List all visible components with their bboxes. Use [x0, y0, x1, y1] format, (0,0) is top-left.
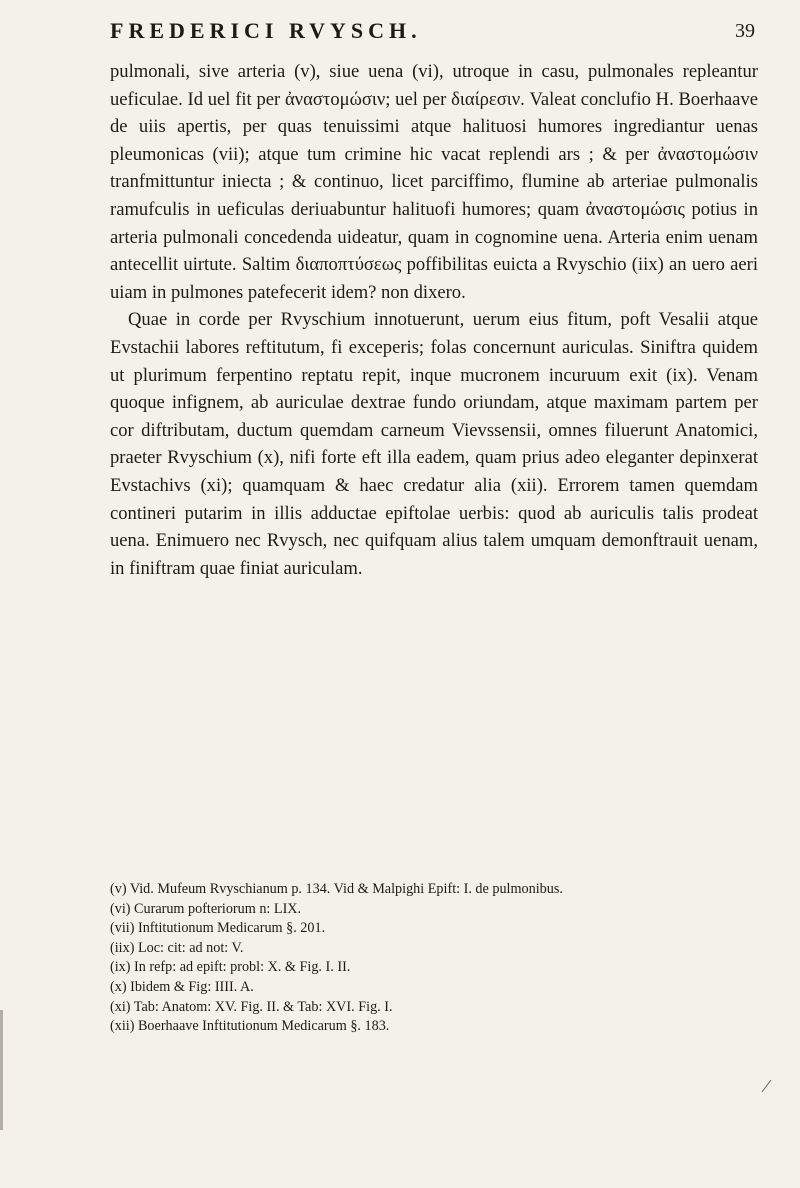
- footnote: (xii) Boerhaave Inftitutionum Medicarum §. 183.: [110, 1018, 390, 1035]
- footnote: (x) Ibidem & Fig: IIII. A.: [110, 978, 254, 995]
- footnote: (v) Vid. Mufeum Rvyschianum p. 134. Vid & Malpighi Epift: I. de pulmonibus.: [110, 881, 563, 897]
- footnote: (vii) Inftitutionum Medicarum §. 201.: [110, 920, 326, 937]
- page-number: 39: [735, 20, 755, 42]
- main-text: [110, 58, 758, 582]
- footnotes: [110, 880, 750, 1037]
- paragraph: Quae in corde per Rvyschium innotuerunt, uerum eius fitum, poft Vesalii atque Evstachii labores reftitutum, fi exceperis; folas concernunt auriculas. Siniftra quidem ut plurimum ferpentino reptatu repit, inque mucronem incuruum exit (ix). Venam quoque infignem, ab auriculae dextrae fundo oriundam, atque maximam partem per cor diftributam, ductum quemdam carneum Vievssensii, omnes filuerunt Anatomici, praeter Rvyschium (x), nifi forte eft illa eadem, quam prius adeo eleganter depinxerat Evstachivs (xi); quamquam & haec credatur alia (xii). Errorem tamen quemdam contineri putarim in illis adductae epiftolae uerbis: quod ab auriculis talis prodeat uena. Enimuero nec Rvysch, nec quifquam alius talem umquam demonftrauit uenam, in finiftram quae finiat auriculam.: [110, 309, 758, 579]
- footnote: (vi) Curarum pofteriorum n: LIX.: [110, 900, 302, 917]
- paragraph: pulmonali, sive arteria (v), siue uena (vi), utroque in casu, pulmonales repleantur ueficulae. Id uel fit per ἀναστομώσιν; uel per διαίρεσιν. Valeat conclufio H. Boerhaave de uiis apertis, per quas tenuissimi atque halituosi humores ingrediantur uenas pleumonicas (vii); atque tum crimine hic vacat replendi ars ; & per ἀναστομώσιν tranfmittuntur iniecta ; & continuo, licet parciffimo, flumine ab arteriae pulmonalis ramufculis in ueficulas deriuabuntur halituofi humores; quam ἀναστομώσις potius in arteria pulmonali concedenda uideatur, quam in cognomine uena. Arteria enim uenam antecellit uirtute. Saltim διαποπτύσεως poffibilitas euicta a Rvyschio (iix) an uero aeri uiam in pulmones patefecerit idem? non dixero.: [110, 61, 758, 303]
- pencil-mark: [760, 1078, 774, 1094]
- running-title: FREDERICI RVYSCH.: [110, 18, 422, 43]
- footnote: (iix) Loc: cit: ad not: V.: [110, 939, 244, 956]
- footnote: (ix) In refp: ad epift: probl: X. & Fig. I. II.: [110, 959, 351, 976]
- running-head: [110, 18, 755, 48]
- page-edge-shadow: [0, 1010, 3, 1130]
- footnote: (xi) Tab: Anatom: XV. Fig. II. & Tab: XVI. Fig. I.: [110, 998, 393, 1015]
